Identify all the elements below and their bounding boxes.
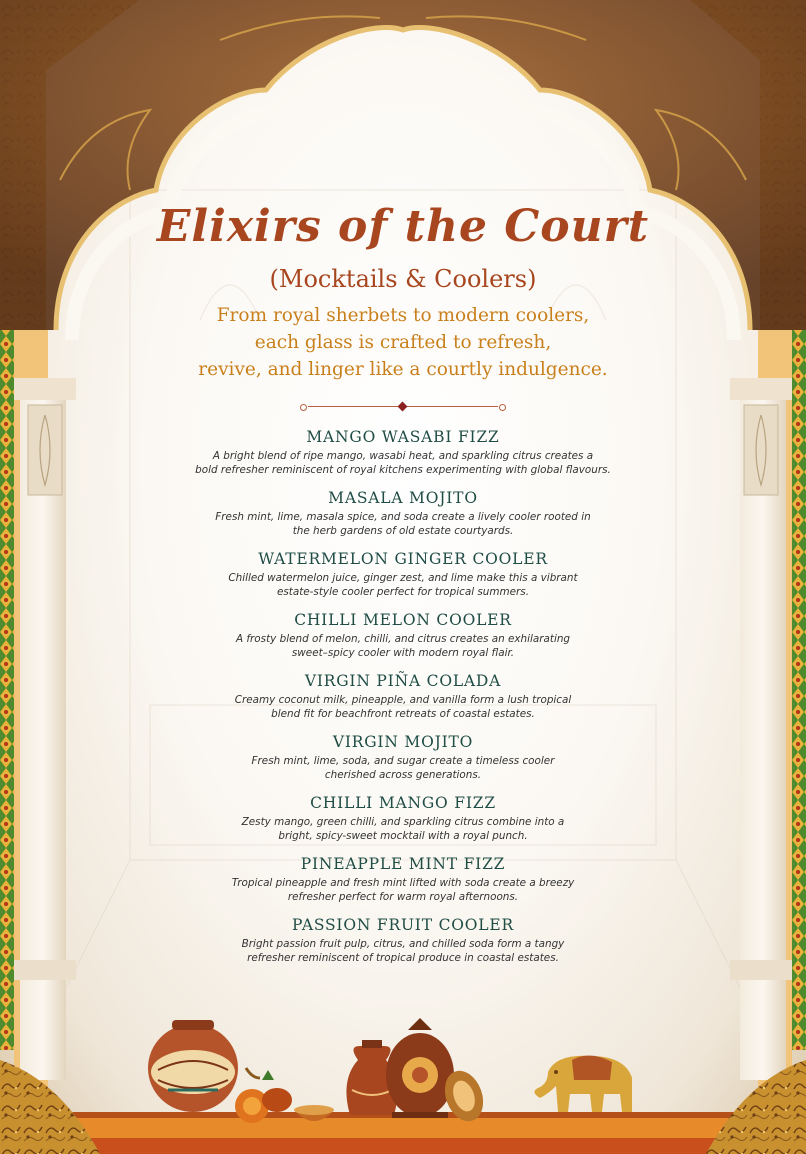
menu-item-name: CHILLI MANGO FIZZ [310,794,496,812]
description-line: Creamy coconut milk, pineapple, and vanilla form a lush tropical [234,694,572,706]
description-line: cherished across generations. [324,768,482,781]
description-line: refresher perfect for warm royal afternoons. [287,890,519,903]
description-line: Tropical pineapple and fresh mint lifted with soda create a breezy [231,877,575,889]
description-line: A frosty blend of melon, chilli, and citrus creates an exhilarating [235,633,571,645]
description-line: bright, spicy-sweet mocktail with a royal punch. [278,829,528,842]
menu-item-name: PASSION FRUIT COOLER [292,916,514,934]
description-line: sweet–spicy cooler with modern royal flair. [291,646,515,659]
tagline-line: each glass is crafted to refresh, [254,332,552,353]
menu-title: Elixirs of the Court [156,201,650,252]
description-line: Bright passion fruit pulp, citrus, and chilled soda form a tangy [241,938,565,950]
menu-item-name: PINEAPPLE MINT FIZZ [300,855,506,873]
menu-item-name: WATERMELON GINGER COOLER [258,550,548,568]
description-line: bold refresher reminiscent of royal kitchens experimenting with global flavours. [195,463,611,476]
menu-item-name: MASALA MOJITO [328,489,478,507]
menu-subtitle: (Mocktails & Coolers) [269,265,537,293]
clay-pot-icon [148,1020,238,1112]
description-line: Zesty mango, green chilli, and sparkling citrus combine into a [241,816,565,828]
menu-item-name: VIRGIN MOJITO [332,733,474,751]
description-line: Chilled watermelon juice, ginger zest, and lime make this a vibrant [228,572,578,584]
description-line: refresher reminiscent of tropical produce in coastal estates. [247,951,559,964]
description-line: estate-style cooler perfect for tropical summers. [276,585,530,598]
spice-bowl-icon [294,1105,334,1121]
tagline-line: From royal sherbets to modern coolers, [216,305,590,326]
fruit-icon [235,1068,292,1123]
description-line: the herb gardens of old estate courtyards. [292,524,514,537]
description-line: Fresh mint, lime, soda, and sugar create a timeless cooler [251,755,555,767]
description-line: blend fit for beachfront retreats of coastal estates. [271,707,535,720]
description-line: Fresh mint, lime, masala spice, and soda create a lively cooler rooted in [215,511,591,523]
menu-item-name: CHILLI MELON COOLER [294,611,512,629]
tagline-line: revive, and linger like a courtly indulgence. [198,359,608,380]
menu-item-name: VIRGIN PIÑA COLADA [304,672,502,690]
elephant-icon [534,1055,632,1112]
menu-item-name: MANGO WASABI FIZZ [306,428,500,446]
ornate-pot-icon [386,1018,454,1118]
description-line: A bright blend of ripe mango, wasabi heat, and sparkling citrus creates a [212,450,594,462]
